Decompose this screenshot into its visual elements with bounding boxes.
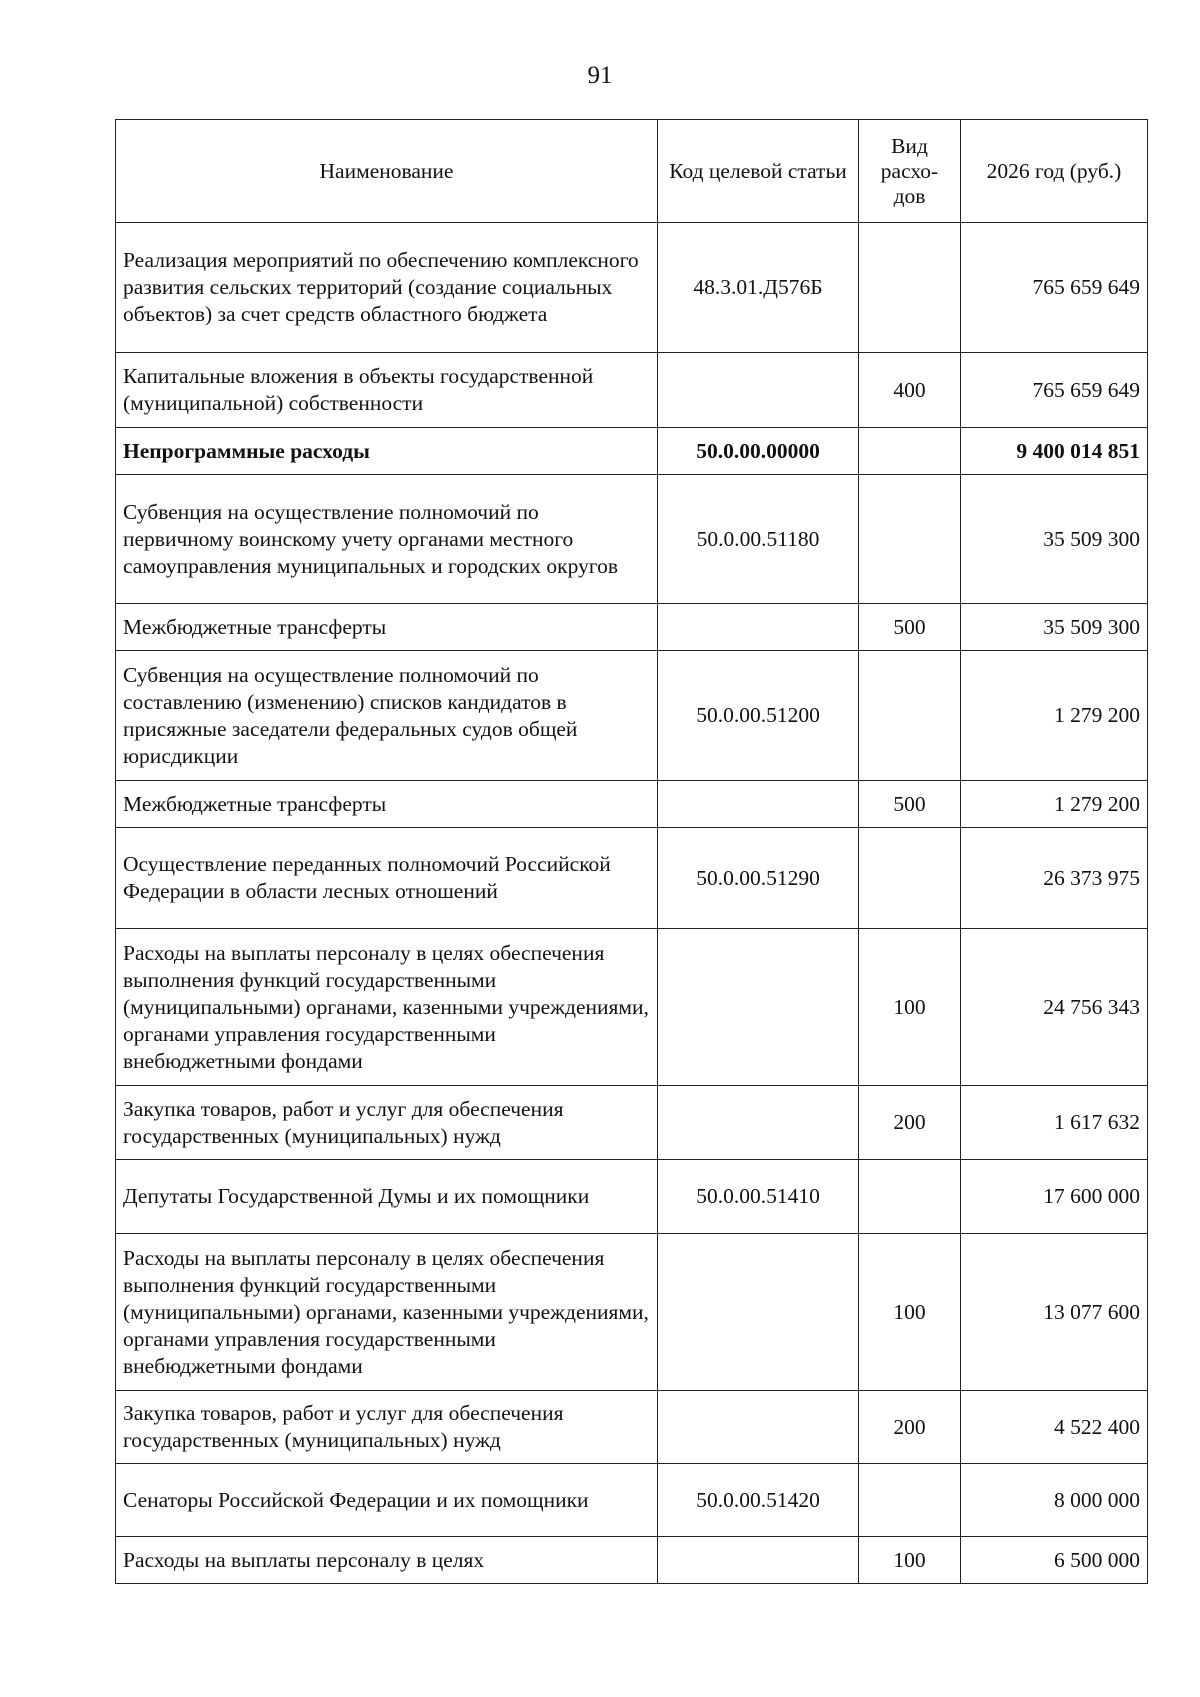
row-name: Расходы на выплаты персоналу в целях [116,1537,658,1584]
row-code [658,1234,859,1391]
row-amount: 26 373 975 [961,828,1148,929]
row-amount: 8 000 000 [961,1464,1148,1537]
row-amount: 4 522 400 [961,1391,1148,1464]
table-header-row [116,120,1148,223]
row-name: Сенаторы Российской Федерации и их помощники [116,1464,658,1537]
header-amount: 2026 год (руб.) [961,120,1148,223]
row-amount: 17 600 000 [961,1160,1148,1234]
row-code: 48.3.01.Д576Б [658,223,859,353]
row-name: Депутаты Государственной Думы и их помощники [116,1160,658,1234]
table-row [116,828,1148,929]
row-kind: 200 [859,1391,961,1464]
row-name: Расходы на выплаты персоналу в целях обеспечения выполнения функций государственными (муниципальными) органами, казенными учреждениями, органами управления государственными внебюджетными фондами [116,1234,658,1391]
row-kind [859,828,961,929]
row-kind: 400 [859,353,961,428]
table-row [116,929,1148,1086]
row-code: 50.0.00.51410 [658,1160,859,1234]
table-row [116,1160,1148,1234]
row-amount: 1 617 632 [961,1086,1148,1160]
row-name: Субвенция на осуществление полномочий по составлению (изменению) списков кандидатов в присяжные заседатели федеральных судов общей юрисдикции [116,651,658,781]
header-name: Наименование [116,120,658,223]
table-row [116,781,1148,828]
row-amount: 35 509 300 [961,604,1148,651]
row-name: Субвенция на осуществление полномочий по первичному воинскому учету органами местного самоуправления муниципальных и городских округов [116,475,658,604]
row-name: Закупка товаров, работ и услуг для обеспечения государственных (муниципальных) нужд [116,1391,658,1464]
row-name: Капитальные вложения в объекты государственной (муниципальной) собственности [116,353,658,428]
row-code: 50.0.00.51290 [658,828,859,929]
row-amount: 765 659 649 [961,353,1148,428]
row-name: Непрограммные расходы [116,428,658,475]
row-code [658,929,859,1086]
row-amount: 1 279 200 [961,651,1148,781]
row-amount: 13 077 600 [961,1234,1148,1391]
row-amount: 24 756 343 [961,929,1148,1086]
row-amount: 765 659 649 [961,223,1148,353]
row-code [658,604,859,651]
row-code [658,1391,859,1464]
row-name: Расходы на выплаты персоналу в целях обеспечения выполнения функций государственными (муниципальными) органами, казенными учреждениями, органами управления государственными внебюджетными фондами [116,929,658,1086]
row-code [658,1086,859,1160]
row-code [658,353,859,428]
table-row [116,1537,1148,1584]
row-kind [859,428,961,475]
row-code [658,1537,859,1584]
table-body [116,223,1148,1584]
row-kind [859,1464,961,1537]
row-name: Закупка товаров, работ и услуг для обеспечения государственных (муниципальных) нужд [116,1086,658,1160]
row-code: 50.0.00.51180 [658,475,859,604]
table-row [116,475,1148,604]
table-row [116,353,1148,428]
header-kind: Вид расхо-дов [859,120,961,223]
row-amount: 6 500 000 [961,1537,1148,1584]
row-code: 50.0.00.51420 [658,1464,859,1537]
row-kind: 100 [859,1537,961,1584]
table-row [116,223,1148,353]
row-code: 50.0.00.51200 [658,651,859,781]
table-row [116,428,1148,475]
budget-table [115,119,1148,1584]
row-kind: 500 [859,604,961,651]
row-name: Межбюджетные трансферты [116,604,658,651]
row-amount: 1 279 200 [961,781,1148,828]
row-kind [859,651,961,781]
row-amount: 9 400 014 851 [961,428,1148,475]
table-row [116,604,1148,651]
row-code [658,781,859,828]
row-kind: 200 [859,1086,961,1160]
row-name: Осуществление переданных полномочий Российской Федерации в области лесных отношений [116,828,658,929]
row-code: 50.0.00.00000 [658,428,859,475]
row-kind [859,475,961,604]
row-kind [859,1160,961,1234]
row-kind: 500 [859,781,961,828]
row-kind: 100 [859,929,961,1086]
table-row [116,1234,1148,1391]
row-name: Реализация мероприятий по обеспечению комплексного развития сельских территорий (создание социальных объектов) за счет средств областного бюджета [116,223,658,353]
row-amount: 35 509 300 [961,475,1148,604]
row-kind: 100 [859,1234,961,1391]
table-row [116,1086,1148,1160]
table-row [116,1464,1148,1537]
page-number: 91 [587,62,613,89]
row-kind [859,223,961,353]
header-code: Код целевой статьи [658,120,859,223]
table-row [116,651,1148,781]
row-name: Межбюджетные трансферты [116,781,658,828]
table-row [116,1391,1148,1464]
